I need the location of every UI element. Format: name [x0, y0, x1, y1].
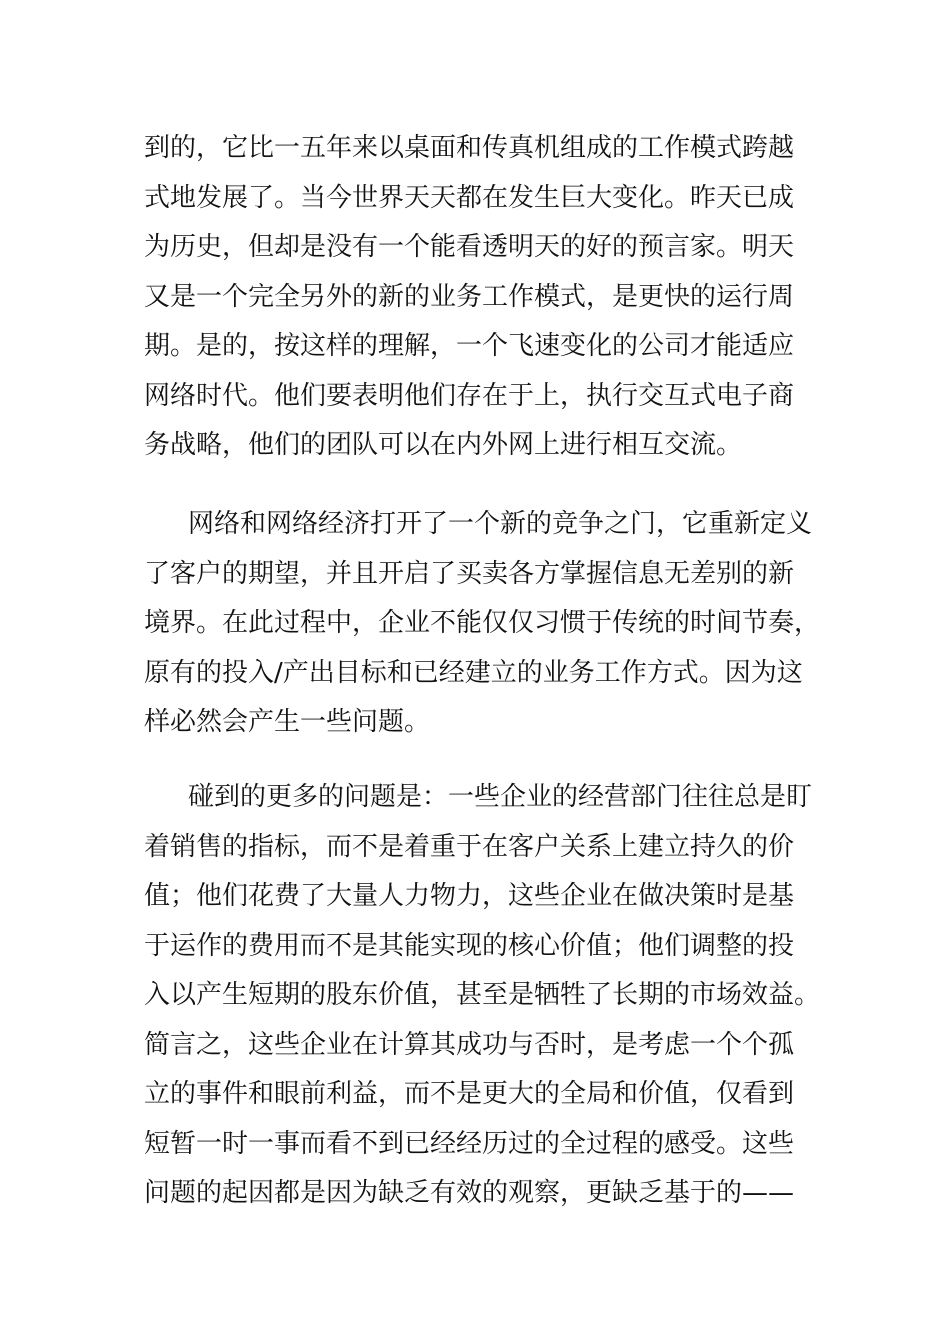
text-line: 碰到的更多的问题是：一些企业的经营部门往往总是盯 — [188, 782, 813, 812]
text-line: 简言之，这些企业在计算其成功与否时，是考虑一个个孤 — [144, 1029, 795, 1060]
text-line: 务战略，他们的团队可以在内外网上进行相互交流。 — [144, 430, 743, 460]
text-line: 为历史，但却是没有一个能看透明天的好的预言家。明天 — [144, 232, 795, 262]
text-line: 网络和网络经济打开了一个新的竞争之门，它重新定义 — [188, 509, 813, 539]
text-line: 又是一个完全另外的新的业务工作模式，是更快的运行周 — [144, 281, 795, 312]
paragraph-3 — [144, 773, 821, 1219]
text-line: 于运作的费用而不是其能实现的核心价值；他们调整的投 — [144, 930, 795, 961]
text-line: 了客户的期望，并且开启了买卖各方掌握信息无差别的新 — [144, 558, 795, 589]
text-line: 入以产生短期的股东价值，甚至是牺牲了长期的市场效益。 — [144, 980, 821, 1010]
text-line: 式地发展了。当今世界天天都在发生巨大变化。昨天已成 — [144, 182, 795, 213]
text-line: 期。是的，按这样的理解，一个飞速变化的公司才能适应 — [144, 331, 795, 361]
text-line: 着销售的指标，而不是着重于在客户关系上建立持久的价 — [144, 831, 795, 862]
text-line: 网络时代。他们要表明他们存在于上，执行交互式电子商 — [144, 380, 795, 411]
text-line: 样必然会产生一些问题。 — [144, 707, 431, 737]
text-line: 立的事件和眼前利益，而不是更大的全局和价值，仅看到 — [144, 1079, 795, 1109]
text-line: 境界。在此过程中，企业不能仅仅习惯于传统的时间节奏， — [144, 608, 821, 638]
text-line: 值；他们花费了大量人力物力，这些企业在做决策时是基 — [144, 881, 795, 911]
paragraph-1 — [144, 124, 810, 471]
text-line: 短暂一时一事而看不到已经经历过的全过程的感受。这些 — [144, 1128, 795, 1159]
text-line: 原有的投入/产出目标和已经建立的业务工作方式。因为这 — [144, 657, 803, 688]
text-line: 问题的起因都是因为缺乏有效的观察，更缺乏基于的—— — [144, 1178, 795, 1208]
text-line: 到的，它比一五年来以桌面和传真机组成的工作模式跨越 — [144, 133, 795, 163]
paragraph-2 — [144, 500, 821, 748]
